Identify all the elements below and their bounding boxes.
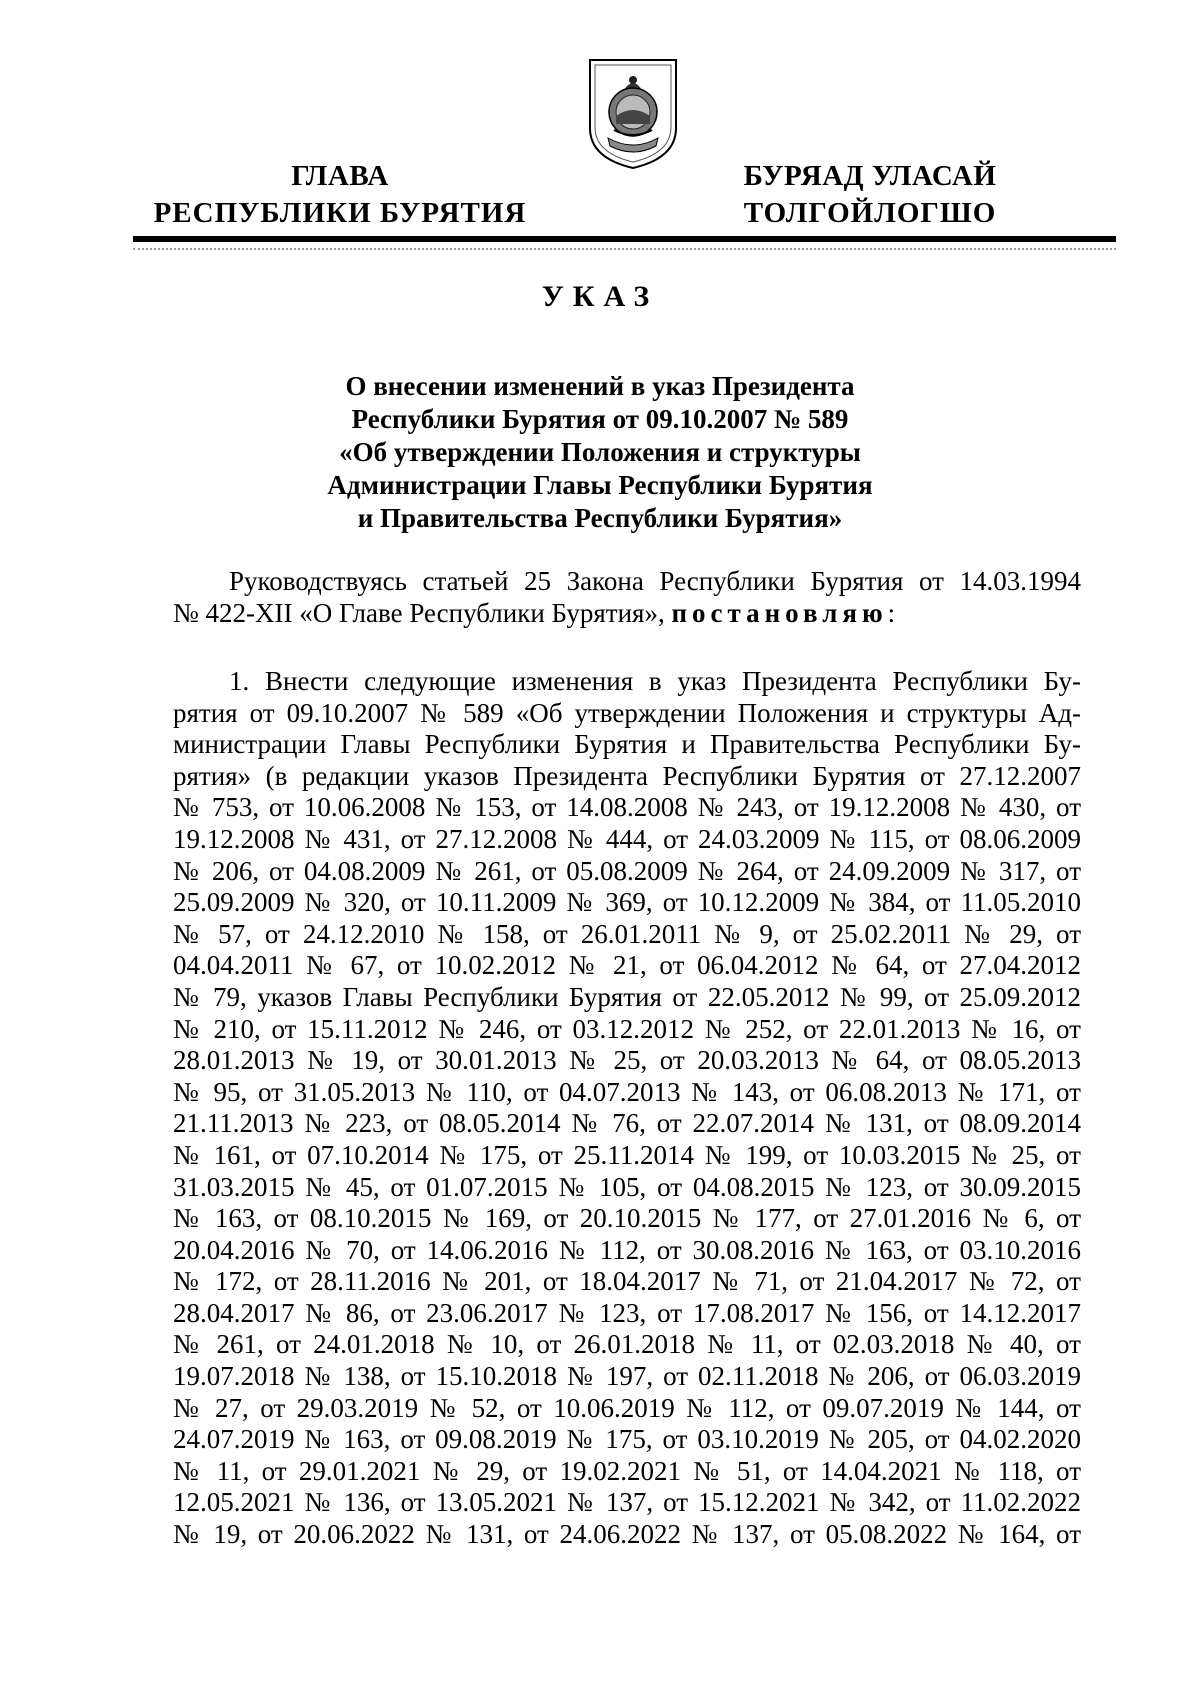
header-left-line1: ГЛАВА	[291, 160, 389, 192]
paragraph-line: № 210, от 15.11.2012 № 246, от 03.12.2012 № 252, от 22.01.2013 № 16, от	[173, 1013, 1081, 1044]
preamble-paragraph	[173, 566, 1081, 629]
header-divider-thin	[133, 248, 1116, 250]
paragraph-line: № 172, от 28.11.2016 № 201, от 18.04.2017 № 71, от 21.04.2017 № 72, от	[173, 1266, 1081, 1297]
paragraph-line: 21.11.2013 № 223, от 08.05.2014 № 76, от 22.07.2014 № 131, от 08.09.2014	[173, 1108, 1081, 1139]
preamble-line	[173, 598, 1081, 630]
paragraph-line: 19.07.2018 № 138, от 15.10.2018 № 197, от 02.11.2018 № 206, от 06.03.2019	[173, 1361, 1081, 1392]
subject-line: О внесении изменений в указ Президента	[345, 371, 855, 401]
subject-line: и Правительства Республики Бурятия»	[357, 503, 843, 533]
header-right-line1: БУРЯАД УЛАСАЙ	[743, 160, 997, 192]
header-right-line2: ТОЛГОЙЛОГШО	[743, 197, 997, 229]
document-title: УКАЗ	[541, 280, 659, 313]
paragraph-line: № 753, от 10.06.2008 № 153, от 14.08.2008 № 243, от 19.12.2008 № 430, от	[173, 792, 1081, 823]
subject-line: Администрации Главы Республики Бурятия	[327, 470, 873, 500]
paragraph-line: 19.12.2008 № 431, от 27.12.2008 № 444, от 24.03.2009 № 115, от 08.06.2009	[173, 823, 1081, 854]
paragraph-line: № 11, от 29.01.2021 № 29, от 19.02.2021 № 51, от 14.04.2021 № 118, от	[173, 1455, 1081, 1486]
decree-word: постановляю	[671, 597, 888, 628]
coat-of-arms-emblem	[586, 54, 680, 172]
paragraph-line: № 206, от 04.08.2009 № 261, от 05.08.2009 № 264, от 24.09.2009 № 317, от	[173, 855, 1081, 886]
subject-line: Республики Бурятия от 09.10.2007 № 589	[351, 404, 849, 434]
paragraph-line: 24.07.2019 № 163, от 09.08.2019 № 175, от 03.10.2019 № 205, от 04.02.2020	[173, 1424, 1081, 1455]
paragraph-line: № 57, от 24.12.2010 № 158, от 26.01.2011 № 9, от 25.02.2011 № 29, от	[173, 918, 1081, 949]
paragraph-line: № 27, от 29.03.2019 № 52, от 10.06.2019 № 112, от 09.07.2019 № 144, от	[173, 1392, 1081, 1423]
preamble-colon: :	[887, 597, 896, 628]
header-right-title	[720, 158, 1020, 232]
paragraph-line: № 95, от 31.05.2013 № 110, от 04.07.2013 № 143, от 06.08.2013 № 171, от	[173, 1076, 1081, 1107]
paragraph-line: № 161, от 07.10.2014 № 175, от 25.11.2014 № 199, от 10.03.2015 № 25, от	[173, 1139, 1081, 1170]
header-left-line2: РЕСПУБЛИКИ БУРЯТИЯ	[153, 197, 527, 229]
paragraph-line: № 163, от 08.10.2015 № 169, от 20.10.2015 № 177, от 27.01.2016 № 6, от	[173, 1203, 1081, 1234]
paragraph-line: 31.03.2015 № 45, от 01.07.2015 № 105, от 04.08.2015 № 123, от 30.09.2015	[173, 1171, 1081, 1202]
paragraph-line: 04.04.2011 № 67, от 10.02.2012 № 21, от 06.04.2012 № 64, от 27.04.2012	[173, 950, 1081, 981]
header-left-title	[150, 158, 530, 232]
paragraph-line: 1. Внести следующие изменения в указ Президента Республики Бу-	[229, 666, 1081, 696]
paragraph-line: № 79, указов Главы Республики Бурятия от 22.05.2012 № 99, от 25.09.2012	[173, 981, 1081, 1012]
paragraph-line: 25.09.2009 № 320, от 10.11.2009 № 369, от 10.12.2009 № 384, от 11.05.2010	[173, 887, 1081, 918]
paragraph-line: рятия» (в редакции указов Президента Республики Бурятия от 27.12.2007	[173, 760, 1081, 791]
subject-line: «Об утверждении Положения и структуры	[339, 437, 861, 467]
preamble-line: Руководствуясь статьей 25 Закона Республики Бурятия от 14.03.1994	[229, 566, 1081, 596]
document-subject	[250, 370, 950, 535]
header-divider-thick	[133, 236, 1116, 242]
paragraph-line: 28.04.2017 № 86, от 23.06.2017 № 123, от 17.08.2017 № 156, от 14.12.2017	[173, 1297, 1081, 1328]
paragraph-line: 12.05.2021 № 136, от 13.05.2021 № 137, от 15.12.2021 № 342, от 11.02.2022	[173, 1487, 1081, 1518]
paragraph-line: рятия от 09.10.2007 № 589 «Об утверждении Положения и структуры Ад-	[173, 697, 1081, 728]
paragraph-line: министрации Главы Республики Бурятия и Правительства Республики Бу-	[173, 729, 1081, 760]
item-1-paragraph	[173, 666, 1081, 1551]
paragraph-line: № 261, от 24.01.2018 № 10, от 26.01.2018 № 11, от 02.03.2018 № 40, от	[173, 1329, 1081, 1360]
paragraph-line: 20.04.2016 № 70, от 14.06.2016 № 112, от 30.08.2016 № 163, от 03.10.2016	[173, 1234, 1081, 1265]
paragraph-line: 28.01.2013 № 19, от 30.01.2013 № 25, от 20.03.2013 № 64, от 08.05.2013	[173, 1045, 1081, 1076]
paragraph-line: № 19, от 20.06.2022 № 131, от 24.06.2022 № 137, от 05.08.2022 № 164, от	[173, 1519, 1081, 1550]
preamble-text: № 422-XII «О Главе Республики Бурятия»,	[173, 597, 672, 628]
